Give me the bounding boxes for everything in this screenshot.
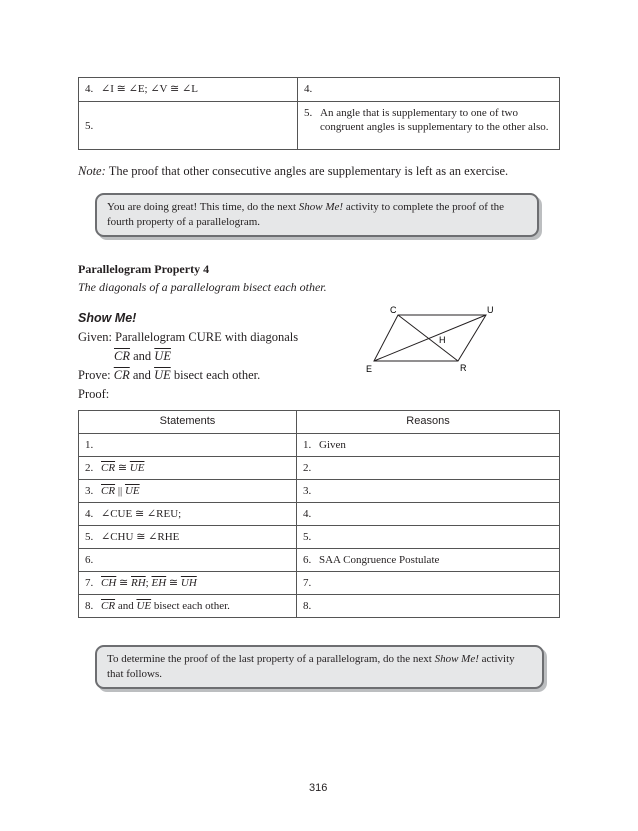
reason-text: [320, 82, 553, 96]
callout-text: activity that follows.: [107, 653, 515, 680]
segment-label: $\overline{UE}$: [154, 349, 171, 363]
callout-box: [95, 645, 544, 689]
table-row: [79, 595, 560, 618]
row-number: 5.: [85, 119, 94, 132]
property-statement: The diagonals of a parallelogram bisect each other.: [78, 280, 327, 294]
reason-cell: [298, 102, 560, 150]
row-number: 3.: [303, 485, 312, 497]
row-number: 5.: [85, 531, 94, 543]
segment-label: $\overline{CH}$: [101, 577, 117, 589]
proof-table: [78, 410, 560, 618]
row-number: 3.: [85, 485, 94, 497]
row-number: 5.: [304, 107, 313, 119]
reason-text: [319, 576, 553, 590]
reason-cell: [297, 526, 560, 549]
reason-cell: [297, 595, 560, 618]
reason-text: [319, 507, 553, 521]
reason-text: SAA Congruence Postulate: [319, 554, 440, 566]
note: [78, 164, 578, 179]
given-diagonals-line: [78, 347, 378, 366]
row-number: 6.: [85, 554, 94, 566]
callout-emphasis: Show Me!: [434, 653, 479, 665]
table-row: [79, 78, 560, 102]
statement-text: [101, 119, 291, 133]
reason-cell: [297, 572, 560, 595]
statement-cell: [79, 457, 297, 480]
row-number: 5.: [303, 531, 312, 543]
row-number: 7.: [85, 577, 94, 589]
segment-label: $\overline{CR}$: [114, 349, 130, 363]
statement-cell: [79, 480, 297, 503]
given-text: Given: Parallelogram CURE with diagonals: [78, 330, 299, 344]
callout-text: To determine the proof of the last property of a parallelogram, do the next: [107, 653, 435, 665]
reason-cell: [297, 549, 560, 572]
statement-text: ∠CUE ≅ ∠REU;: [101, 508, 182, 520]
table-row: [79, 549, 560, 572]
statement-cell: [79, 595, 297, 618]
given-prove-block: [78, 328, 378, 404]
segment-label: $\overline{RH}$: [131, 577, 146, 589]
table-row: [79, 102, 560, 150]
row-number: 4.: [304, 83, 313, 95]
property-heading: Parallelogram Property 4: [78, 262, 210, 276]
statements-header: Statements: [79, 411, 297, 434]
conjunction: and: [133, 349, 152, 363]
statement-cell: [79, 78, 298, 102]
row-number: 2.: [303, 462, 312, 474]
note-label: Note:: [78, 164, 106, 178]
top-proof-table: [78, 77, 560, 150]
conjunction: and: [132, 368, 151, 382]
statement-cell: [79, 503, 297, 526]
table-row: [79, 434, 560, 457]
row-number: 1.: [85, 439, 94, 451]
segment-label: $\overline{CR}$: [113, 368, 130, 382]
reason-cell: [297, 457, 560, 480]
reason-cell: [298, 78, 560, 102]
prove-text: bisect each other.: [173, 368, 261, 382]
segment-label: $\overline{CR}$: [101, 462, 116, 474]
reasons-header: Reasons: [297, 411, 560, 434]
row-number: 8.: [85, 600, 94, 612]
table-row: [79, 457, 560, 480]
intersection-label-h: H: [439, 335, 446, 345]
operator: ≅: [119, 577, 129, 589]
statement-cell: [79, 549, 297, 572]
note-text: The proof that other consecutive angles are supplementary is left as an exercise.: [108, 164, 509, 178]
prove-label: Prove:: [78, 368, 111, 382]
statement-cell: [79, 434, 297, 457]
callout-text: You are doing great! This time, do the next: [107, 201, 299, 213]
statement-text: bisect each other.: [153, 600, 230, 612]
operator: ≅: [168, 577, 179, 589]
segment-label: $\overline{UE}$: [136, 600, 152, 612]
reason-text: [319, 599, 553, 613]
conjunction: and: [117, 600, 134, 612]
row-number: 2.: [85, 462, 94, 474]
reason-cell: [297, 434, 560, 457]
vertex-label-r: R: [460, 363, 467, 373]
segment-label: $\overline{UH}$: [180, 577, 197, 589]
vertex-label-e: E: [366, 364, 373, 374]
row-number: 6.: [303, 554, 312, 566]
segment-label: $\overline{CR}$: [101, 485, 116, 497]
vertex-label-u: U: [487, 305, 494, 315]
reason-text: [319, 484, 553, 498]
diagonal-cr: [398, 315, 458, 361]
statement-text: ∠CHU ≅ ∠RHE: [101, 531, 180, 543]
vertex-label-c: C: [390, 305, 397, 315]
page-number: 316: [309, 782, 328, 794]
reason-cell: [297, 503, 560, 526]
row-number: 4.: [303, 508, 312, 520]
table-row: [79, 480, 560, 503]
operator: ≅: [117, 462, 128, 474]
reason-text: Given: [319, 439, 346, 451]
row-number: 1.: [303, 439, 312, 451]
segment-label: $\overline{UE}$: [154, 368, 171, 382]
row-number: 7.: [303, 577, 312, 589]
table-header-row: [79, 411, 560, 434]
table-row: [79, 572, 560, 595]
callout-text: activity to complete the proof of the fourth property of a parallelogram.: [107, 201, 505, 228]
row-number: 4.: [85, 508, 94, 520]
table-row: [79, 503, 560, 526]
given-line: [78, 328, 378, 347]
prove-line: [78, 366, 378, 385]
statement-cell: [79, 102, 298, 150]
row-number: 8.: [303, 600, 312, 612]
operator: ||: [117, 485, 123, 497]
segment-label: $\overline{UE}$: [129, 462, 145, 474]
separator: ;: [145, 577, 149, 589]
reason-text: [319, 530, 553, 544]
callout-emphasis: Show Me!: [298, 201, 344, 213]
table-row: [79, 526, 560, 549]
statement-text: ∠I ≅ ∠E; ∠V ≅ ∠L: [101, 83, 198, 95]
segment-label: $\overline{CR}$: [101, 600, 116, 612]
statement-cell: [79, 572, 297, 595]
reason-text: An angle that is supplementary to one of two congruent angles is supplementary to the other also.: [320, 107, 549, 133]
diagonal-ue: [374, 315, 486, 361]
reason-text: [319, 461, 553, 475]
segment-label: $\overline{EH}$: [151, 577, 167, 589]
segment-label: $\overline{UE}$: [124, 485, 140, 497]
parallelogram-figure: [360, 302, 510, 376]
row-number: 4.: [85, 83, 94, 95]
reason-cell: [297, 480, 560, 503]
callout-box: [95, 193, 539, 237]
statement-cell: [79, 526, 297, 549]
show-me-title: Show Me!: [78, 311, 137, 325]
proof-label: Proof:: [78, 387, 110, 401]
